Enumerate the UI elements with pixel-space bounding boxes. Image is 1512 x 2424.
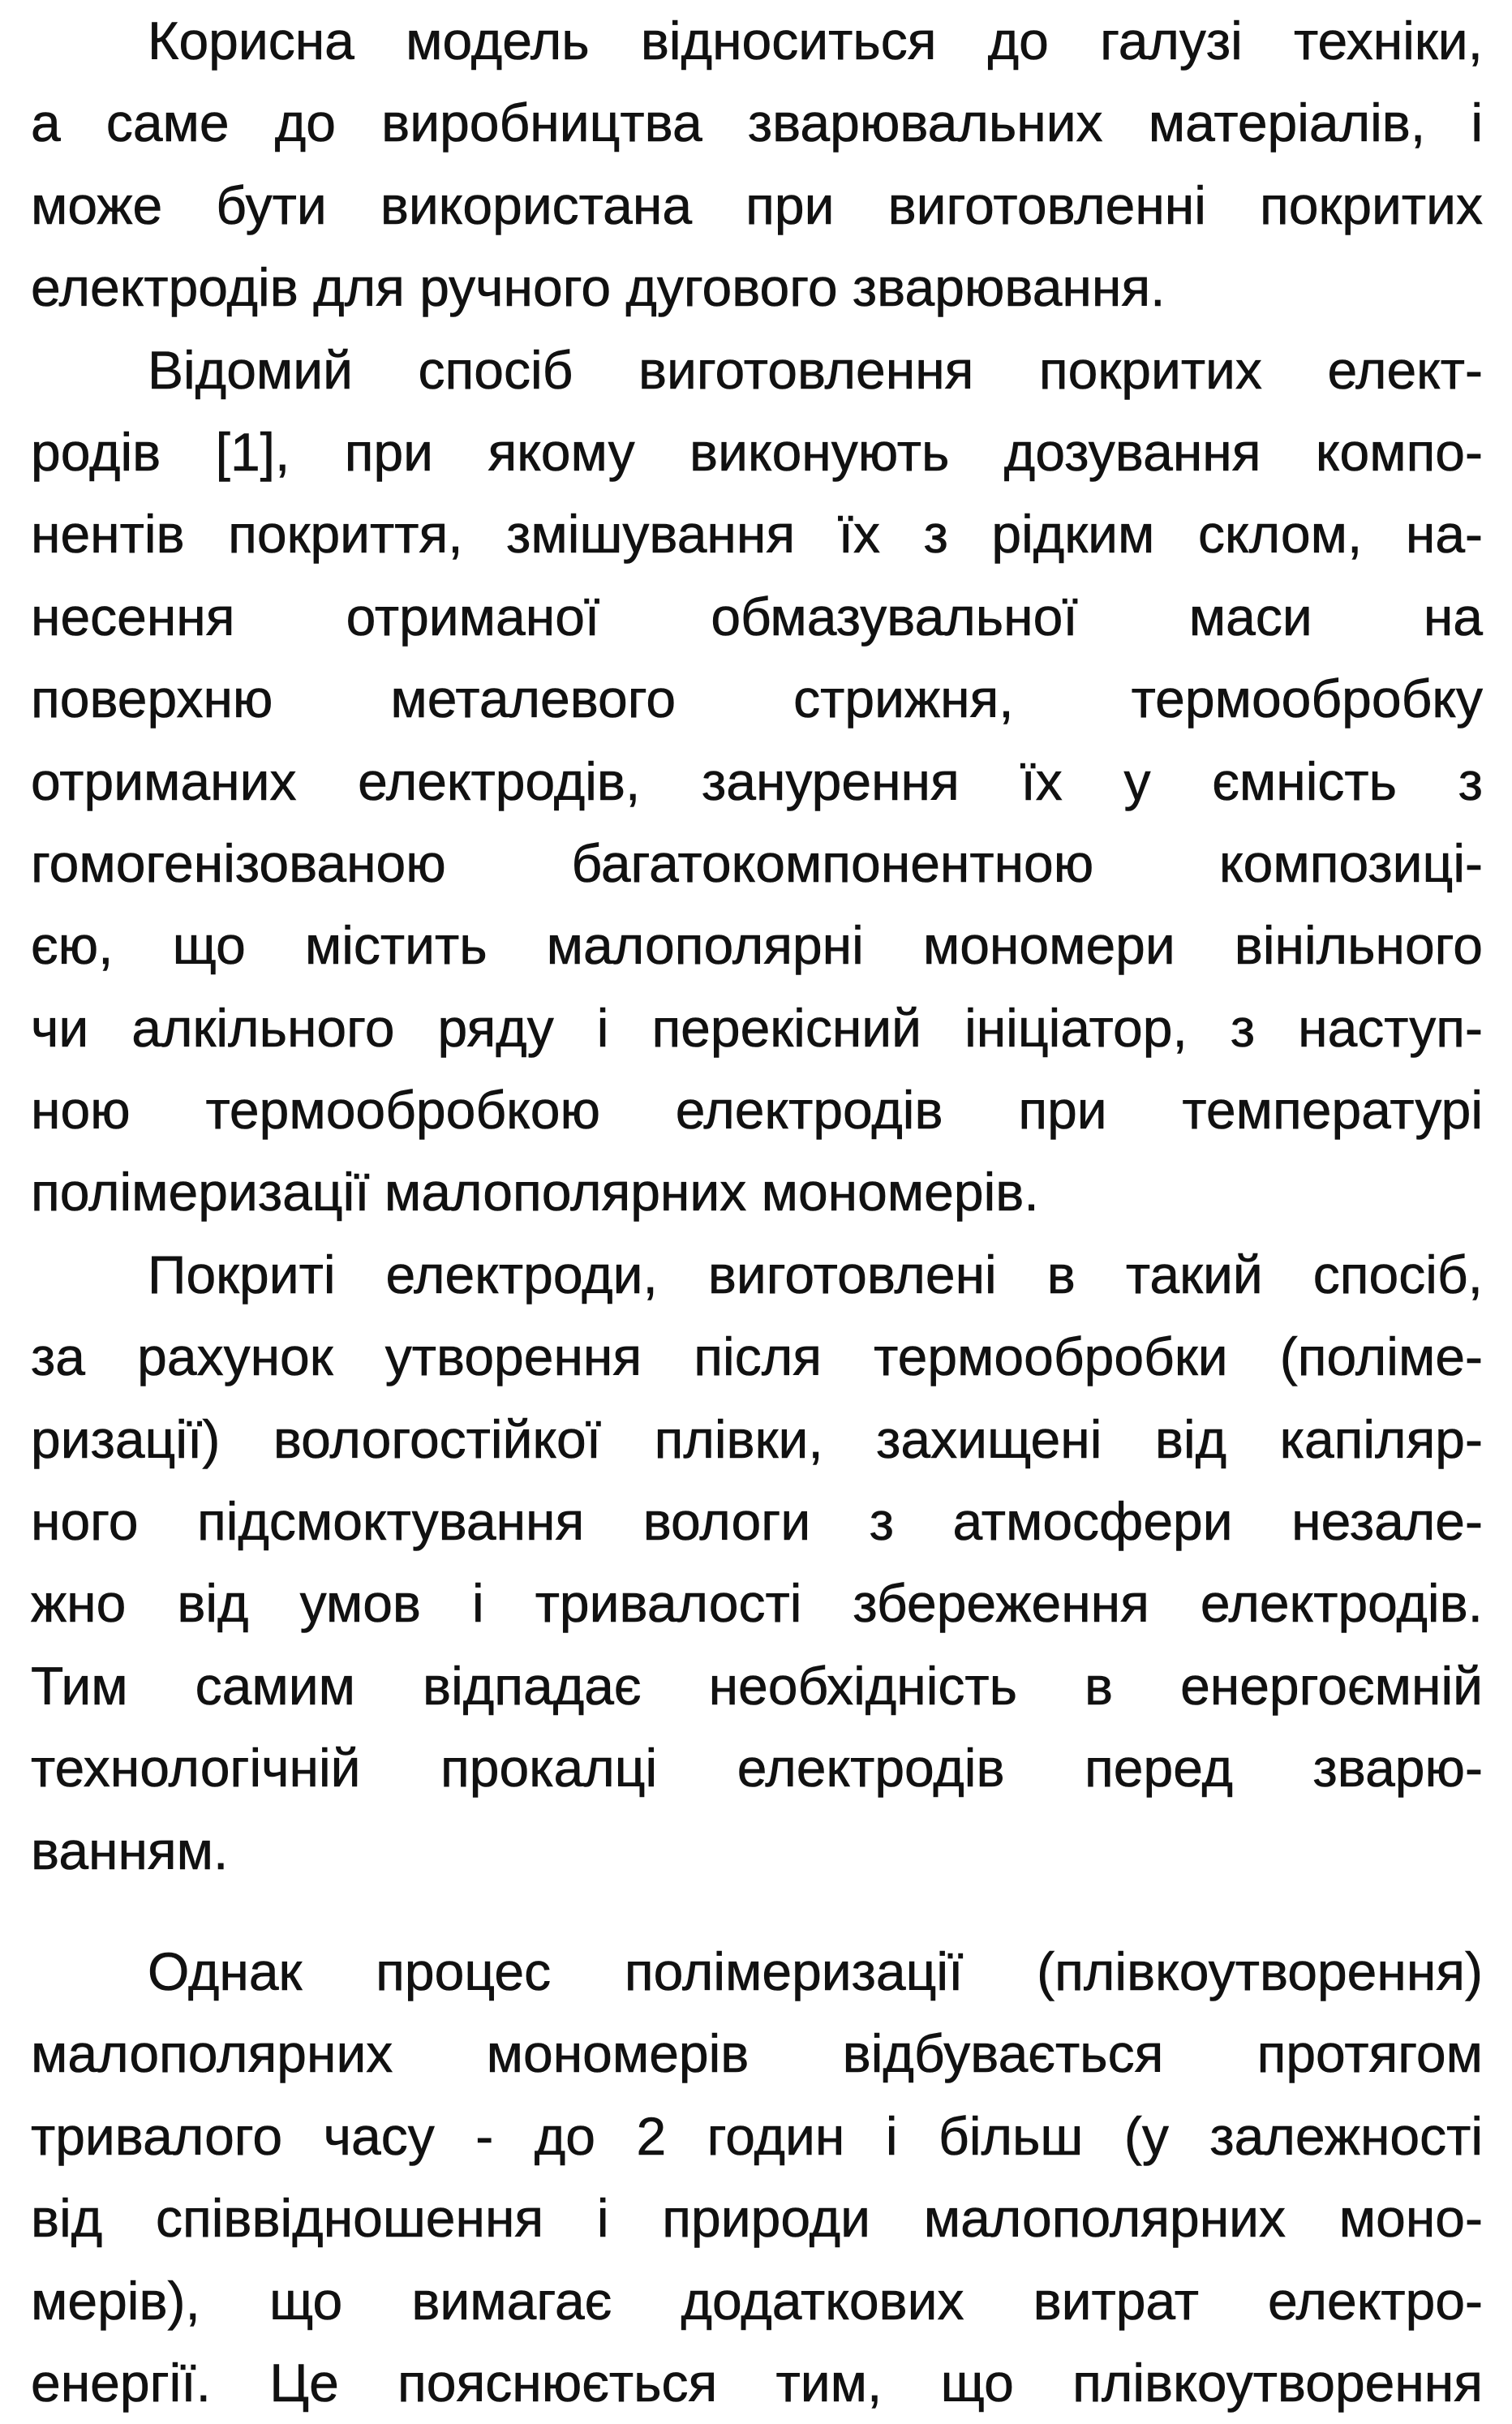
text-line: нентів покриття, змішування їх з рідким склом, на- — [31, 504, 1483, 565]
paragraph-1 — [31, 0, 1483, 329]
text-line: гомогенізованою багатокомпонентною композиці- — [31, 832, 1483, 893]
text-line: несення отриманої обмазувальної маси на — [31, 586, 1483, 647]
document-page — [31, 0, 1483, 2424]
paragraph-3 — [31, 1234, 1483, 1892]
text-line: Тим самим відпадає необхідність в енергоємній — [31, 1655, 1483, 1716]
text-line: ного підсмоктування вологи з атмосфери незале- — [31, 1491, 1483, 1552]
text-line: поверхню металевого стрижня, термообробку — [31, 668, 1483, 729]
text-line: жно від умов і тривалості збереження електродів. — [31, 1573, 1483, 1634]
paragraph-2 — [31, 329, 1483, 1234]
text-line: тривалого часу - до 2 годин і більш (у залежності — [31, 2105, 1483, 2166]
text-line: отриманих електродів, занурення їх у ємність з — [31, 750, 1483, 811]
text-line: Однак процес полімеризації (плівкоутворення) — [148, 1940, 1483, 2001]
text-line: за рахунок утворення після термообробки (полімe- — [31, 1326, 1483, 1387]
text-line: малополярних мономерів відбувається протягом — [31, 2023, 1483, 2084]
text-line: може бути використана при виготовленні покритих — [31, 174, 1483, 235]
text-line: ризації) вологостійкої плівки, захищені від капіляр- — [31, 1408, 1483, 1469]
text-line: технологічній прокалці електродів перед зварю- — [31, 1738, 1483, 1799]
paragraph-4 — [31, 1931, 1483, 2424]
text-line: від співвідношення і природи малополярних моно- — [31, 2188, 1483, 2249]
text-line: електродів для ручного дугового зварювання. — [31, 257, 1166, 318]
text-line: родів [1], при якому виконують дозування компо- — [31, 421, 1483, 482]
text-line: енергії. Це пояснюється тим, що плівкоутворення — [31, 2352, 1483, 2413]
text-line: Покриті електроди, виготовлені в такий спосіб, — [148, 1244, 1483, 1304]
text-line: Корисна модель відноситься до галузі техніки, — [148, 11, 1483, 71]
text-line: чи алкільного ряду і перекісний ініціатор, з наступ- — [31, 997, 1483, 1058]
text-line: ванням. — [31, 1820, 229, 1880]
text-line: Відомий спосіб виготовлення покритих елект- — [148, 339, 1483, 400]
text-line: ною термообробкою електродів при температурі — [31, 1080, 1483, 1141]
paragraph-gap — [31, 1892, 1483, 1931]
text-line: а саме до виробництва зварювальних матеріалів, і — [31, 92, 1483, 153]
text-line: єю, що містить малополярні мономери вінільного — [31, 915, 1483, 976]
text-line: полімеризації малополярних мономерів. — [31, 1162, 1039, 1223]
text-line: мерів), що вимагає додаткових витрат електро- — [31, 2270, 1483, 2331]
